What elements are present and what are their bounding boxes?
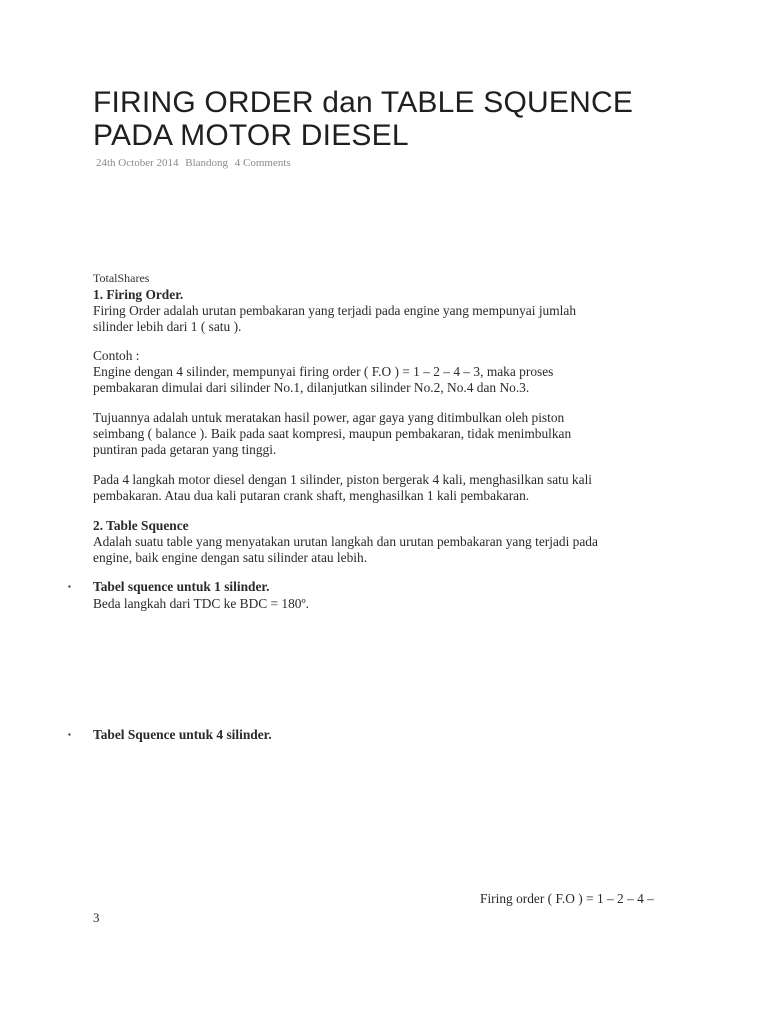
- article-title-line-2: PADA MOTOR DIESEL: [93, 119, 409, 152]
- post-date: 24th October 2014: [96, 157, 179, 169]
- purpose-paragraph: Tujuannya adalah untuk meratakan hasil power, agar gaya yang ditimbulkan oleh piston seimbang ( balance ). Baik pada saat kompresi, maupun pembakaran, tidak menimbulkan puntiran pada getaran yang tinggi.: [93, 410, 572, 457]
- stroke-paragraph: Pada 4 langkah motor diesel dengan 1 silinder, piston bergerak 4 kali, menghasilkan satu kali pembakaran. Atau dua kali putaran crank shaft, menghasilkan 1 kali pembakaran.: [93, 472, 593, 503]
- bullet-icon: ▪: [68, 730, 71, 739]
- list-item-2-title: Tabel Squence untuk 4 silinder.: [93, 727, 272, 742]
- example-paragraph: [93, 348, 673, 396]
- comments-link[interactable]: 4 Comments: [234, 157, 291, 169]
- total-shares-label: TotalShares: [93, 271, 150, 285]
- table-squence-definition: Adalah suatu table yang menyatakan urutan langkah dan urutan pembakaran yang terjadi pada engine, baik engine dengan satu silinder atau lebih.: [93, 534, 598, 565]
- example-text: Engine dengan 4 silinder, mempunyai firing order ( F.O ) = 1 – 2 – 4 – 3, maka proses pembakaran dimulai dari silinder No.1, dilanjutkan silinder No.2, No.4 dan No.3.: [93, 364, 554, 395]
- firing-order-definition: Firing Order adalah urutan pembakaran yang terjadi pada engine yang mempunyai jumlah silinder lebih dari 1 ( satu ).: [93, 303, 577, 334]
- section-firing-order: [93, 287, 673, 335]
- bullet-icon: ▪: [68, 582, 71, 591]
- section-2-heading: 2. Table Squence: [93, 518, 189, 533]
- list-item-1-title: Tabel squence untuk 1 silinder.: [93, 579, 270, 594]
- firing-order-text: Firing order ( F.O ) = 1 – 2 – 4 –: [480, 891, 654, 906]
- post-author-link[interactable]: Blandong: [185, 157, 229, 169]
- section-1-heading: 1. Firing Order.: [93, 287, 184, 302]
- article-title: [93, 86, 693, 152]
- article-title-line-1: FIRING ORDER dan TABLE SQUENCE: [93, 86, 634, 119]
- section-table-squence: [93, 518, 673, 566]
- example-label: Contoh :: [93, 348, 140, 363]
- list-item-1-detail: Beda langkah dari TDC ke BDC = 180º.: [93, 596, 310, 611]
- page-number: 3: [93, 910, 100, 925]
- article-meta: [96, 157, 295, 169]
